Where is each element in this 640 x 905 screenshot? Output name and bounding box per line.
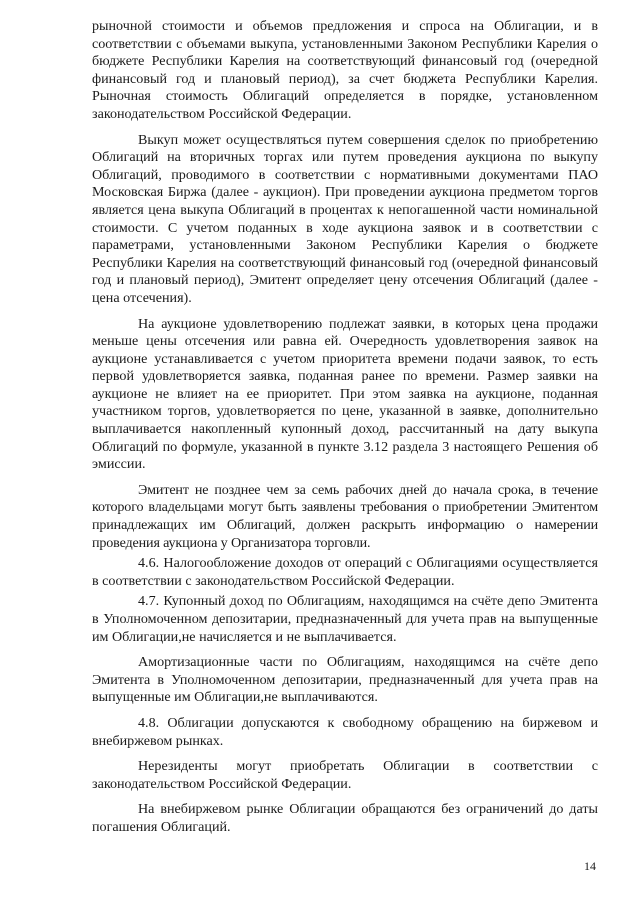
paragraph-auction-disclosure: Эмитент не позднее чем за семь рабочих дней до начала срока, в течение которого владельцами могут быть заявлены требования о приобретении Эмитентом принадлежащих им Облигаций, должен раскрыть информацию о намерении проведения аукциона у Организатора торговли. bbox=[92, 481, 598, 551]
paragraph-circulation: 4.8. Облигации допускаются к свободному обращению на биржевом и внебиржевом рынках. bbox=[92, 714, 598, 749]
paragraph-buyback-methods: Выкуп может осуществляться путем совершения сделок по приобретению Облигаций на вторичных торгах или путем проведения аукциона по выкупу Облигаций, проводимого в соответствии с нормативными документами ПАО Московская Биржа (далее - аукцион). При проведении аукциона предметом торгов является цена выкупа Облигаций в процентах к непогашенной части номинальной стоимости. С учетом поданных в ходе аукциона заявок и в соответствии с параметрами, установленными Законом Республики Карелия о бюджете Республики Карелия на соответствующий финансовый год (очередной финансовый год и плановый период), Эмитент определяет цену отсечения Облигаций (далее - цена отсечения). bbox=[92, 131, 598, 306]
page-number: 14 bbox=[584, 859, 596, 873]
paragraph-auction-orders: На аукционе удовлетворению подлежат заявки, в которых цена продажи меньше цены отсечения или равна ей. Очередность удовлетворения заявок на аукционе устанавливается с учетом приоритета времени подачи заявок, то есть первой удовлетворяется заявка, поданная ранее по времени. Размер заявки на аукционе не влияет на ее приоритет. При этом заявка на аукционе, поданная участником торгов, удовлетворяется по цене, указанной в заявке, дополнительно выплачивается накопленный купонный доход, рассчитанный на дату выкупа Облигаций по формуле, указанной в пункте 3.12 раздела 3 настоящего Решения об эмиссии. bbox=[92, 315, 598, 473]
paragraph-taxation: 4.6. Налогообложение доходов от операций с Облигациями осуществляется в соответствии с законодательством Российской Федерации. bbox=[92, 555, 598, 589]
paragraph-nonresidents: Нерезиденты могут приобретать Облигации в соответствии с законодательством Российской Федерации. bbox=[92, 758, 598, 792]
paragraph-coupon-income: 4.7. Купонный доход по Облигациям, находящимся на счёте депо Эмитента в Уполномоченном депозитарии, предназначенный для учета прав на выпущенные им Облигации,не начисляется и не выплачивается. bbox=[92, 593, 598, 645]
paragraph-market-value: рыночной стоимости и объемов предложения и спроса на Облигации, и в соответствии с объемами выкупа, установленными Законом Республики Карелия о бюджете Республики Карелия на соответствующий финансовый год (очередной финансовый год и плановый период), за счет бюджета Республики Карелия. Рыночная стоимость Облигаций определяется в порядке, установленном законодательством Российской Федерации. bbox=[92, 18, 598, 122]
paragraph-otc-market: На внебиржевом рынке Облигации обращаются без ограничений до даты погашения Облигаций. bbox=[92, 801, 598, 835]
paragraph-amortization: Амортизационные части по Облигациям, находящимся на счёте депо Эмитента в Уполномоченном депозитарии, предназначенный для учета прав на выпущенные им Облигации,не выплачиваются. bbox=[92, 654, 598, 706]
